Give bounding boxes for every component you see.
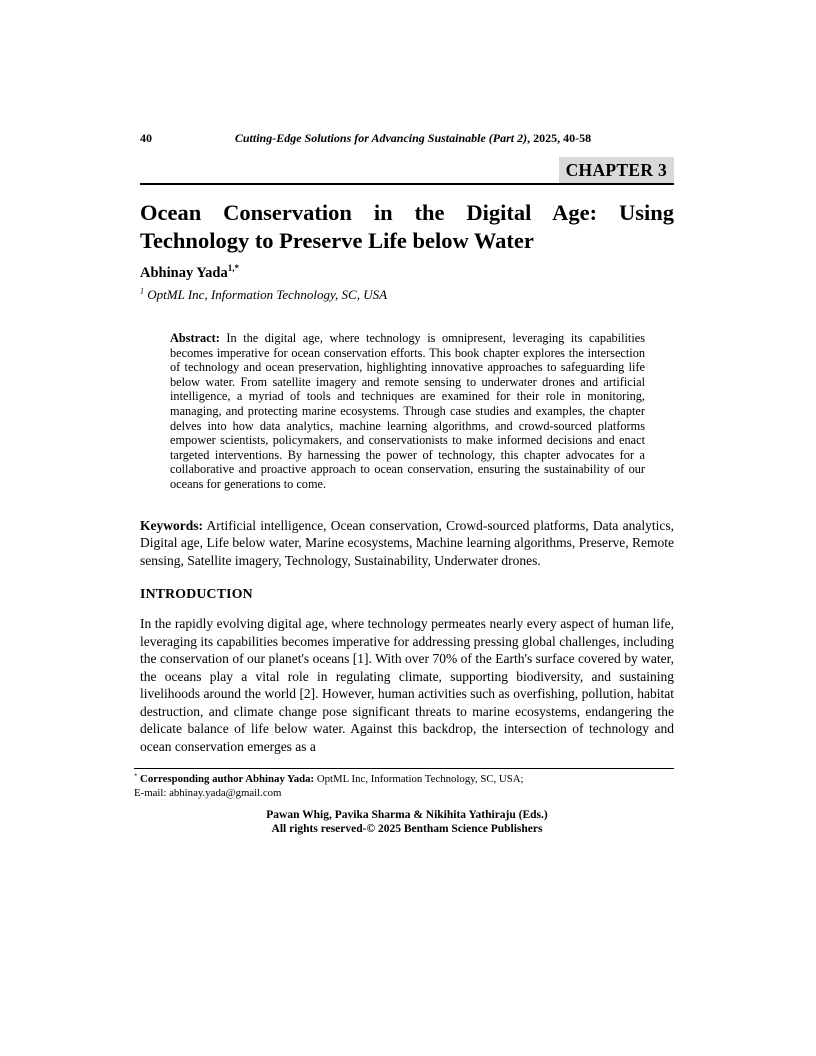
abstract-text: In the digital age, where technology is omnipresent, leveraging its capabilities becomes imperative for ocean conservation efforts. This book chapter explores the intersection of technology and ocean preservation, highlighting innovative approaches to safeguarding life below water. From satellite imagery and remote sensing to underwater drones and artificial intelligence, a myriad of tools and techniques are examined for their role in monitoring, managing, and protecting marine ecosystems. Through case studies and examples, the chapter delves into how data analytics, machine learning algorithms, and crowd-sourced platforms empower scientists, policymakers, and conservationists to make informed decisions and enact targeted interventions. By harnessing the power of technology, this chapter advocates for a collaborative and proactive approach to ocean conservation, ensuring the sustainability of our oceans for generations to come.	[170, 331, 646, 491]
running-title-book: Cutting-Edge Solutions for Advancing Sustainable (Part 2)	[234, 131, 528, 145]
keywords-block	[140, 517, 674, 570]
footnote-marker: *	[134, 772, 138, 780]
keywords-text: Artificial intelligence, Ocean conservation, Crowd-sourced platforms, Data analytics, Digital age, Life below water, Marine ecosystems, Machine learning algorithms, Preserve, Remote sensing, Satellite imagery, Technology, Sustainability, Underwater drones.	[140, 517, 674, 568]
abstract-block	[140, 331, 674, 492]
footnote-text: OptML Inc, Information Technology, SC, USA;	[316, 773, 524, 786]
chapter-badge-row	[140, 157, 674, 185]
author-superscript: 1,*	[227, 263, 239, 274]
chapter-title-line1: Ocean Conservation in the Digital Age: Using	[140, 200, 674, 225]
footnote-label: Corresponding author Abhinay Yada:	[140, 773, 315, 786]
running-title-issue: , 2025, 40-58	[527, 131, 592, 145]
footer-rights: All rights reserved-© 2025 Bentham Science Publishers	[271, 822, 543, 835]
introduction-paragraph: In the rapidly evolving digital age, where technology permeates nearly every aspect of human life, leveraging its capabilities becomes imperative for addressing pressing global challenges, including the conservation of our planet's oceans [1]. With over 70% of the Earth's surface covered by water, the oceans play a vital role in regulating climate, supporting biodiversity, and sustaining livelihoods around the world [2]. However, human activities such as overfishing, pollution, habitat destruction, and climate change pose significant threats to marine ecosystems, endangering the delicate balance of life below water. Against this backdrop, the intersection of technology and ocean conservation emerges as a	[140, 616, 674, 754]
chapter-title-line2: Technology to Preserve Life below Water	[140, 228, 534, 253]
affiliation-superscript: 1	[140, 286, 145, 296]
abstract-label: Abstract:	[170, 331, 220, 345]
author-name: Abhinay Yada	[140, 265, 228, 281]
chapter-title	[140, 199, 674, 255]
book-footer	[140, 809, 674, 836]
introduction-heading: INTRODUCTION	[140, 586, 253, 602]
affiliation	[140, 287, 674, 303]
footer-editors: Pawan Whig, Pavika Sharma & Nikihita Yathiraju (Eds.)	[266, 809, 548, 822]
corresponding-author-footnote	[134, 768, 674, 800]
chapter-badge: CHAPTER 3	[559, 157, 674, 183]
footnote-email: E-mail: abhinay.yada@gmail.com	[134, 786, 282, 799]
author-line	[140, 265, 674, 282]
running-title	[152, 131, 674, 146]
running-header	[140, 131, 674, 146]
page-number: 40	[140, 131, 152, 145]
keywords-label: Keywords:	[140, 517, 203, 533]
affiliation-text: OptML Inc, Information Technology, SC, USA	[147, 287, 388, 302]
footnote-line1	[134, 773, 674, 787]
